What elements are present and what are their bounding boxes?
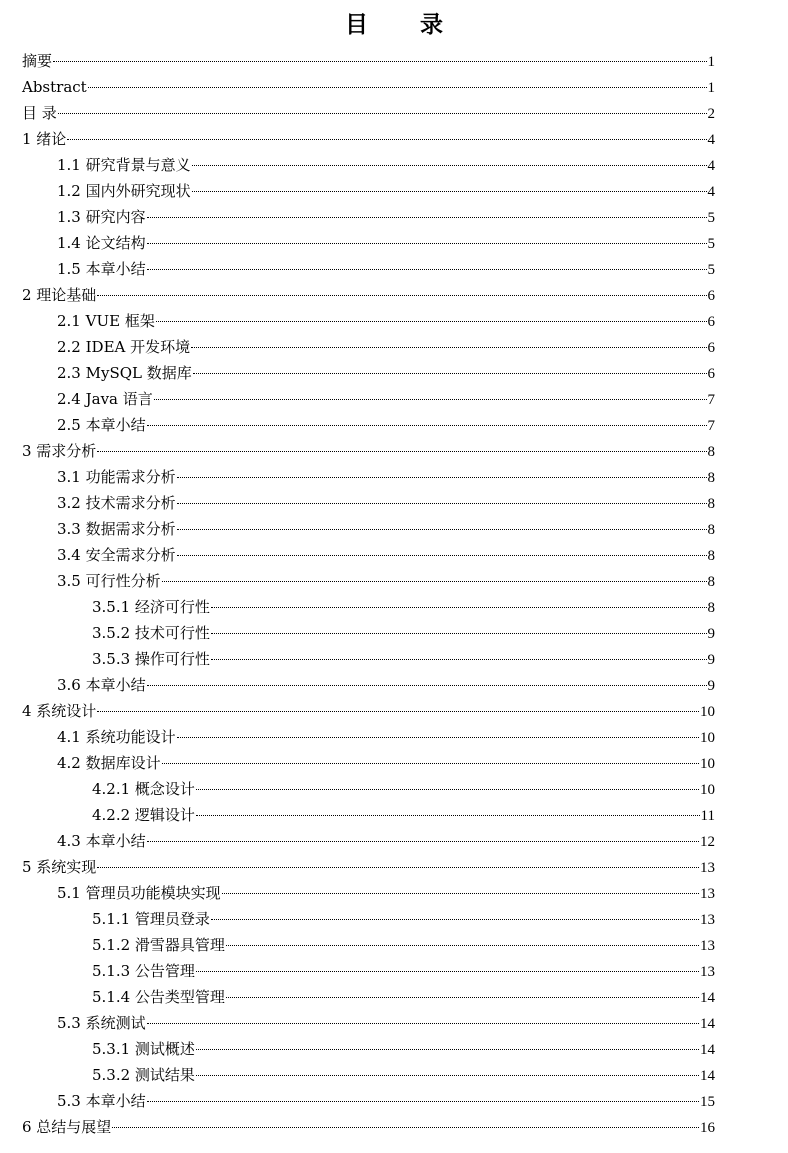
toc-entry-page-number: 4	[707, 132, 715, 148]
toc-entry-page-number: 16	[700, 1120, 715, 1136]
toc-entry-label: 3.3 数据需求分析	[57, 520, 176, 538]
toc-entry-page-number: 6	[707, 340, 715, 356]
toc-entry-page-number: 14	[700, 1068, 715, 1084]
toc-entry-label: 5.3 本章小结	[57, 1092, 146, 1110]
toc-entry-page-number: 12	[700, 834, 715, 850]
toc-entry-row	[92, 620, 715, 647]
dot-leader	[211, 633, 707, 634]
toc-entry-label: 4.2 数据库设计	[57, 754, 161, 772]
toc-entry[interactable]	[0, 1114, 788, 1140]
toc-entry[interactable]	[0, 1062, 788, 1088]
toc-entry[interactable]	[0, 620, 788, 646]
toc-entry[interactable]	[0, 48, 788, 74]
toc-entry-label: Abstract	[22, 78, 87, 96]
toc-entry-page-number: 13	[700, 886, 715, 902]
toc-entry-row	[22, 282, 715, 309]
toc-entry-page-number: 9	[707, 652, 715, 668]
toc-entry-label: 3.5.2 技术可行性	[92, 624, 210, 642]
toc-entry-page-number: 5	[707, 262, 715, 278]
toc-entry-row	[57, 178, 715, 205]
toc-entry-label: 3.5 可行性分析	[57, 572, 161, 590]
toc-entry-page-number: 4	[707, 184, 715, 200]
toc-entry[interactable]	[0, 880, 788, 906]
toc-entry-row	[57, 464, 715, 491]
toc-entry-page-number: 10	[700, 756, 715, 772]
dot-leader	[67, 139, 706, 140]
toc-entry-page-number: 7	[707, 392, 715, 408]
toc-entry-page-number: 13	[700, 964, 715, 980]
toc-entry-page-number: 2	[707, 106, 715, 122]
dot-leader	[177, 503, 707, 504]
toc-entry-label: 2 理论基础	[22, 286, 97, 304]
dot-leader	[196, 789, 699, 790]
dot-leader	[196, 1075, 699, 1076]
toc-entry-page-number: 8	[707, 496, 715, 512]
toc-entry-row	[57, 828, 715, 855]
toc-entry-label: 1.4 论文结构	[57, 234, 146, 252]
toc-entry-label: 5.3.2 测试结果	[92, 1066, 195, 1084]
dot-leader	[162, 581, 707, 582]
dot-leader	[147, 243, 707, 244]
toc-entry-label: 2.3 MySQL 数据库	[57, 364, 192, 382]
dot-leader	[147, 1101, 699, 1102]
toc-entry-label: 摘要	[22, 52, 53, 70]
dot-leader	[112, 1127, 699, 1128]
toc-entry-page-number: 7	[707, 418, 715, 434]
toc-entry-label: 3.5.3 操作可行性	[92, 650, 210, 668]
toc-entry-label: 4.2.1 概念设计	[92, 780, 195, 798]
toc-entry-row	[22, 438, 715, 465]
toc-entry-label: 3.2 技术需求分析	[57, 494, 176, 512]
dot-leader	[177, 477, 707, 478]
toc-entry-label: 5.1.3 公告管理	[92, 962, 195, 980]
toc-entry[interactable]	[0, 386, 788, 412]
toc-entry-label: 5.1.2 滑雪器具管理	[92, 936, 225, 954]
toc-entry-row	[22, 48, 715, 75]
toc-entry-page-number: 6	[707, 314, 715, 330]
dot-leader	[147, 685, 707, 686]
toc-entry[interactable]	[0, 412, 788, 438]
toc-entry-page-number: 1	[707, 54, 715, 70]
toc-entry-row	[22, 698, 715, 725]
toc-entry-page-number: 6	[707, 288, 715, 304]
toc-entry-label: 2.5 本章小结	[57, 416, 146, 434]
dot-leader	[147, 1023, 699, 1024]
toc-entry-label: 4.2.2 逻辑设计	[92, 806, 195, 824]
toc-entry[interactable]	[0, 698, 788, 724]
toc-entry[interactable]	[0, 490, 788, 516]
toc-entry[interactable]	[0, 802, 788, 828]
toc-entry-row	[57, 724, 715, 751]
toc-entry-row	[57, 204, 715, 231]
toc-entry-page-number: 15	[700, 1094, 715, 1110]
toc-entry-label: 1.2 国内外研究现状	[57, 182, 191, 200]
dot-leader	[192, 165, 707, 166]
toc-entry[interactable]	[0, 256, 788, 282]
toc-entry[interactable]	[0, 152, 788, 178]
dot-leader	[97, 451, 706, 452]
toc-entry-label: 3.1 功能需求分析	[57, 468, 176, 486]
page-title: 目 录	[344, 11, 465, 38]
dot-leader	[196, 1049, 699, 1050]
toc-entry-row	[57, 152, 715, 179]
toc-entry[interactable]	[0, 932, 788, 958]
toc-entry[interactable]	[0, 828, 788, 854]
dot-leader	[147, 217, 707, 218]
toc-entry[interactable]	[0, 1088, 788, 1114]
toc-entry[interactable]	[0, 464, 788, 490]
toc-entry[interactable]	[0, 854, 788, 880]
toc-entry-row	[57, 334, 715, 361]
toc-entry-page-number: 5	[707, 236, 715, 252]
toc-entry-row	[92, 646, 715, 673]
dot-leader	[156, 321, 707, 322]
toc-entry-label: 1.5 本章小结	[57, 260, 146, 278]
toc-entry-row	[57, 490, 715, 517]
toc-entry-page-number: 10	[700, 730, 715, 746]
toc-entry-label: 2.4 Java 语言	[57, 390, 153, 408]
dot-leader	[147, 425, 707, 426]
toc-entry-page-number: 13	[700, 860, 715, 876]
dot-leader	[177, 529, 707, 530]
toc-entry-row	[57, 568, 715, 595]
toc-entry-row	[57, 308, 715, 335]
toc-entry-label: 5 系统实现	[22, 858, 97, 876]
toc-entry-row	[22, 854, 715, 881]
toc-entry-label: 1.1 研究背景与意义	[57, 156, 191, 174]
toc-entry-page-number: 9	[707, 678, 715, 694]
toc-entry[interactable]	[0, 516, 788, 542]
toc-entry-page-number: 8	[707, 600, 715, 616]
dot-leader	[192, 191, 707, 192]
toc-entry[interactable]	[0, 230, 788, 256]
toc-entry-row	[57, 256, 715, 283]
toc-entry-label: 3.4 安全需求分析	[57, 546, 176, 564]
toc-entry[interactable]	[0, 672, 788, 698]
toc-entry-page-number: 14	[700, 990, 715, 1006]
toc-entry-row	[57, 672, 715, 699]
toc-entry[interactable]	[0, 438, 788, 464]
toc-entry-label: 3.6 本章小结	[57, 676, 146, 694]
dot-leader	[53, 61, 706, 62]
toc-entry-label: 5.1 管理员功能模块实现	[57, 884, 221, 902]
dot-leader	[196, 815, 700, 816]
dot-leader	[177, 737, 699, 738]
toc-entry-page-number: 8	[707, 548, 715, 564]
toc-entry-row	[57, 1010, 715, 1037]
dot-leader	[154, 399, 707, 400]
toc-entry-page-number: 8	[707, 470, 715, 486]
dot-leader	[147, 841, 699, 842]
table-of-contents	[0, 48, 788, 1140]
dot-leader	[88, 87, 707, 88]
toc-entry-row	[22, 100, 715, 127]
dot-leader	[97, 295, 706, 296]
toc-entry-row	[92, 776, 715, 803]
toc-entry-label: 目 录	[22, 104, 57, 122]
toc-entry-page-number: 9	[707, 626, 715, 642]
toc-entry[interactable]	[0, 1010, 788, 1036]
toc-entry[interactable]	[0, 308, 788, 334]
toc-entry-page-number: 5	[707, 210, 715, 226]
toc-entry-row	[22, 126, 715, 153]
dot-leader	[222, 893, 699, 894]
toc-entry-row	[57, 360, 715, 387]
toc-entry-page-number: 10	[700, 782, 715, 798]
dot-leader	[196, 971, 699, 972]
toc-entry-row	[57, 750, 715, 777]
toc-entry[interactable]	[0, 958, 788, 984]
toc-entry-row	[92, 906, 715, 933]
toc-entry-page-number: 8	[707, 444, 715, 460]
dot-leader	[211, 659, 707, 660]
toc-entry[interactable]	[0, 776, 788, 802]
dot-leader	[191, 347, 706, 348]
toc-entry[interactable]	[0, 1036, 788, 1062]
toc-entry[interactable]	[0, 74, 788, 100]
toc-entry-row	[57, 386, 715, 413]
toc-entry[interactable]	[0, 594, 788, 620]
toc-entry-page-number: 8	[707, 522, 715, 538]
toc-entry-row	[57, 542, 715, 569]
toc-entry-label: 5.1.4 公告类型管理	[92, 988, 225, 1006]
dot-leader	[97, 711, 699, 712]
dot-leader	[226, 997, 699, 998]
dot-leader	[226, 945, 699, 946]
toc-entry-row	[92, 594, 715, 621]
toc-entry-row	[57, 880, 715, 907]
toc-entry[interactable]	[0, 178, 788, 204]
toc-entry[interactable]	[0, 724, 788, 750]
dot-leader	[97, 867, 699, 868]
toc-entry-row	[92, 958, 715, 985]
toc-entry-label: 4.3 本章小结	[57, 832, 146, 850]
toc-entry-row	[92, 1062, 715, 1089]
toc-entry-label: 5.3.1 测试概述	[92, 1040, 195, 1058]
toc-entry-page-number: 14	[700, 1042, 715, 1058]
toc-entry[interactable]	[0, 100, 788, 126]
dot-leader	[58, 113, 707, 114]
toc-entry-label: 4 系统设计	[22, 702, 97, 720]
toc-entry-page-number: 13	[700, 912, 715, 928]
dot-leader	[193, 373, 707, 374]
toc-entry-label: 1.3 研究内容	[57, 208, 146, 226]
toc-entry-page-number: 14	[700, 1016, 715, 1032]
toc-entry-label: 1 绪论	[22, 130, 67, 148]
toc-entry-label: 2.1 VUE 框架	[57, 312, 155, 330]
toc-entry-page-number: 11	[700, 808, 715, 824]
toc-entry-page-number: 13	[700, 938, 715, 954]
toc-entry-label: 4.1 系统功能设计	[57, 728, 176, 746]
toc-entry[interactable]	[0, 984, 788, 1010]
dot-leader	[147, 269, 707, 270]
toc-entry[interactable]	[0, 126, 788, 152]
toc-entry[interactable]	[0, 750, 788, 776]
toc-entry-row	[57, 230, 715, 257]
toc-entry-page-number: 4	[707, 158, 715, 174]
toc-entry-label: 2.2 IDEA 开发环境	[57, 338, 191, 356]
toc-entry-row	[92, 802, 715, 829]
toc-entry[interactable]	[0, 568, 788, 594]
toc-entry-page-number: 1	[707, 80, 715, 96]
dot-leader	[177, 555, 707, 556]
toc-entry-page-number: 8	[707, 574, 715, 590]
toc-entry-row	[57, 412, 715, 439]
toc-entry-row	[92, 984, 715, 1011]
dot-leader	[162, 763, 699, 764]
toc-entry-label: 5.1.1 管理员登录	[92, 910, 210, 928]
toc-entry-label: 5.3 系统测试	[57, 1014, 146, 1032]
toc-entry-row	[22, 74, 715, 101]
toc-entry-label: 3.5.1 经济可行性	[92, 598, 210, 616]
toc-entry[interactable]	[0, 204, 788, 230]
toc-entry[interactable]	[0, 906, 788, 932]
toc-entry-page-number: 6	[707, 366, 715, 382]
toc-entry-row	[57, 516, 715, 543]
toc-entry[interactable]	[0, 646, 788, 672]
toc-entry[interactable]	[0, 282, 788, 308]
toc-entry[interactable]	[0, 334, 788, 360]
toc-entry[interactable]	[0, 360, 788, 386]
toc-entry[interactable]	[0, 542, 788, 568]
toc-entry-row	[92, 1036, 715, 1063]
toc-entry-row	[92, 932, 715, 959]
toc-entry-page-number: 10	[700, 704, 715, 720]
toc-entry-label: 3 需求分析	[22, 442, 97, 460]
toc-entry-label: 6 总结与展望	[22, 1118, 112, 1136]
dot-leader	[211, 919, 699, 920]
toc-entry-row	[22, 1114, 715, 1141]
toc-entry-row	[57, 1088, 715, 1115]
dot-leader	[211, 607, 707, 608]
